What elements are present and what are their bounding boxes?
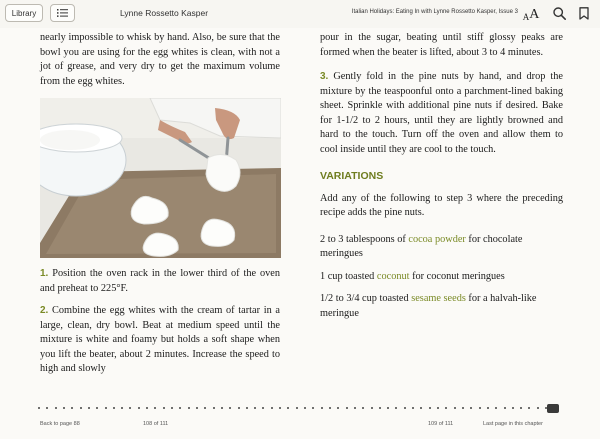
scrubber-dot bbox=[454, 407, 456, 409]
scrubber-dot bbox=[271, 407, 273, 409]
step-2-text: Combine the egg whites with the cream of tartar in a large, clean, dry bowl. Beat at medium speed until the mixture is white and foamy but holds a soft shape when you lift the beater, about 2 minutes. Increase the speed to high and slowly bbox=[40, 305, 280, 374]
scrubber-dot bbox=[279, 407, 281, 409]
scrubber-dot bbox=[371, 407, 373, 409]
page-scrubber-thumb[interactable] bbox=[547, 404, 559, 413]
scrubber-dot bbox=[362, 407, 364, 409]
scrubber-dot bbox=[528, 407, 530, 409]
page-scrubber[interactable] bbox=[38, 407, 548, 411]
scrubber-dot bbox=[38, 407, 40, 409]
scrubber-dot bbox=[238, 407, 240, 409]
scrubber-dot bbox=[520, 407, 522, 409]
scrubber-dot bbox=[379, 407, 381, 409]
scrubber-dot bbox=[96, 407, 98, 409]
scrubber-dot bbox=[495, 407, 497, 409]
book-title: Italian Holidays: Eating In with Lynne Rossetto Kasper, Issue 3 bbox=[351, 9, 518, 15]
step-1-text: Position the oven rack in the lower third of the oven and preheat to 225°F. bbox=[40, 268, 280, 294]
scrubber-dot bbox=[55, 407, 57, 409]
scrubber-dot bbox=[304, 407, 306, 409]
scrubber-dot bbox=[487, 407, 489, 409]
scrubber-dot bbox=[254, 407, 256, 409]
scrubber-dot bbox=[262, 407, 264, 409]
table-of-contents-button[interactable] bbox=[50, 4, 75, 22]
scrubber-dot bbox=[412, 407, 414, 409]
step-3-number: 3. bbox=[320, 71, 329, 82]
scrubber-dot bbox=[221, 407, 223, 409]
scrubber-dot bbox=[437, 407, 439, 409]
list-icon bbox=[57, 9, 68, 17]
scrubber-dot bbox=[321, 407, 323, 409]
back-to-page-link[interactable]: Back to page 88 bbox=[40, 421, 80, 427]
scrubber-dot bbox=[296, 407, 298, 409]
variation-coconut bbox=[320, 270, 563, 285]
scrubber-dot bbox=[329, 407, 331, 409]
left-page-number: 108 of 111 bbox=[143, 421, 169, 427]
right-intro-paragraph: pour in the sugar, beating until stiff glossy peaks are formed when the beater is lifted, about 3 to 4 minutes. bbox=[320, 32, 563, 58]
scrubber-dot bbox=[163, 407, 165, 409]
scrubber-dot bbox=[129, 407, 131, 409]
scrubber-dot bbox=[204, 407, 206, 409]
scrubber-dot bbox=[404, 407, 406, 409]
left-steps bbox=[40, 267, 280, 385]
scrubber-dot bbox=[179, 407, 181, 409]
variations-heading: VARIATIONS bbox=[320, 170, 384, 182]
scrubber-dot bbox=[213, 407, 215, 409]
scrubber-dot bbox=[246, 407, 248, 409]
scrubber-dot bbox=[46, 407, 48, 409]
scrubber-dot bbox=[80, 407, 82, 409]
right-page bbox=[320, 31, 563, 329]
font-big-icon: A bbox=[529, 7, 540, 22]
variation-sesame-post: for a halvah-like meringue bbox=[320, 293, 537, 319]
search-icon bbox=[553, 7, 566, 20]
scrubber-dot bbox=[462, 407, 464, 409]
scrubber-dot bbox=[479, 407, 481, 409]
step-3 bbox=[320, 70, 563, 157]
variation-cocoa bbox=[320, 233, 563, 262]
scrubber-dot bbox=[71, 407, 73, 409]
author-title: Lynne Rossetto Kasper bbox=[120, 8, 209, 18]
variation-sesame-pre: 1/2 to 3/4 cup toasted bbox=[320, 293, 412, 304]
variation-cocoa-post: for chocolate meringues bbox=[320, 233, 523, 259]
sesame-seeds-link[interactable]: sesame seeds bbox=[411, 293, 466, 304]
bookmark-button[interactable] bbox=[576, 5, 592, 21]
step-1 bbox=[40, 267, 280, 296]
scrubber-dot bbox=[138, 407, 140, 409]
variation-coconut-pre: 1 cup toasted bbox=[320, 270, 377, 282]
scrubber-dot bbox=[395, 407, 397, 409]
scrubber-dot bbox=[420, 407, 422, 409]
step-3-text: Gently fold in the pine nuts by hand, and drop the mixture by the teaspoonful onto a parchment-lined baking sheet. Sprinkle with additional pine nuts if desired. Bake for 1-1/2 to 2 hours, until they are lightly browned and hard to the touch. Turn off the oven and allow them to cool inside until they are cool to the touch. bbox=[320, 71, 563, 155]
scrubber-dot bbox=[287, 407, 289, 409]
scrubber-dot bbox=[229, 407, 231, 409]
scrubber-dot bbox=[154, 407, 156, 409]
scrubber-dot bbox=[105, 407, 107, 409]
search-button[interactable] bbox=[551, 5, 567, 21]
scrubber-dot bbox=[121, 407, 123, 409]
variation-coconut-post: for coconut meringues bbox=[409, 270, 505, 282]
scrubber-dot bbox=[171, 407, 173, 409]
bookmark-icon bbox=[579, 7, 589, 20]
library-button[interactable]: Library bbox=[5, 4, 43, 22]
scrubber-dot bbox=[387, 407, 389, 409]
variation-sesame bbox=[320, 292, 563, 321]
coconut-link[interactable]: coconut bbox=[376, 270, 410, 282]
scrubber-dot bbox=[354, 407, 356, 409]
scrubber-dot bbox=[312, 407, 314, 409]
scrubber-dot bbox=[512, 407, 514, 409]
scrubber-dot bbox=[113, 407, 115, 409]
scrubber-dot bbox=[196, 407, 198, 409]
scrubber-dot bbox=[470, 407, 472, 409]
scrubber-dot bbox=[504, 407, 506, 409]
scrubber-dot bbox=[346, 407, 348, 409]
scrubber-dot bbox=[63, 407, 65, 409]
right-page-number: 109 of 111 bbox=[428, 421, 454, 427]
last-page-in-chapter-label: Last page in this chapter bbox=[483, 421, 543, 427]
scrubber-dot bbox=[445, 407, 447, 409]
scrubber-dot bbox=[188, 407, 190, 409]
font-size-button[interactable] bbox=[522, 4, 540, 22]
scrubber-dot bbox=[429, 407, 431, 409]
cocoa-powder-link[interactable]: cocoa powder bbox=[408, 233, 466, 245]
scrubber-dot bbox=[337, 407, 339, 409]
left-page bbox=[40, 31, 280, 97]
scrubber-dot bbox=[88, 407, 90, 409]
scrubber-dot bbox=[537, 407, 539, 409]
variation-cocoa-pre: 2 to 3 tablespoons of bbox=[320, 233, 409, 245]
meringue-photo bbox=[40, 98, 281, 258]
top-toolbar bbox=[0, 0, 600, 28]
scrubber-dot bbox=[146, 407, 148, 409]
variations-intro: Add any of the following to step 3 where the preceding recipe adds the pine nuts. bbox=[320, 192, 563, 218]
step-1-number: 1. bbox=[40, 268, 49, 279]
step-2 bbox=[40, 304, 280, 377]
left-intro-paragraph: nearly impossible to whisk by hand. Also, be sure that the bowl you are using for the egg whites is clean, with not a jot of grease, and very dry to get the maximum volume from the egg whites. bbox=[40, 32, 280, 87]
font-small-icon: A bbox=[522, 12, 530, 22]
step-2-number: 2. bbox=[40, 305, 49, 316]
